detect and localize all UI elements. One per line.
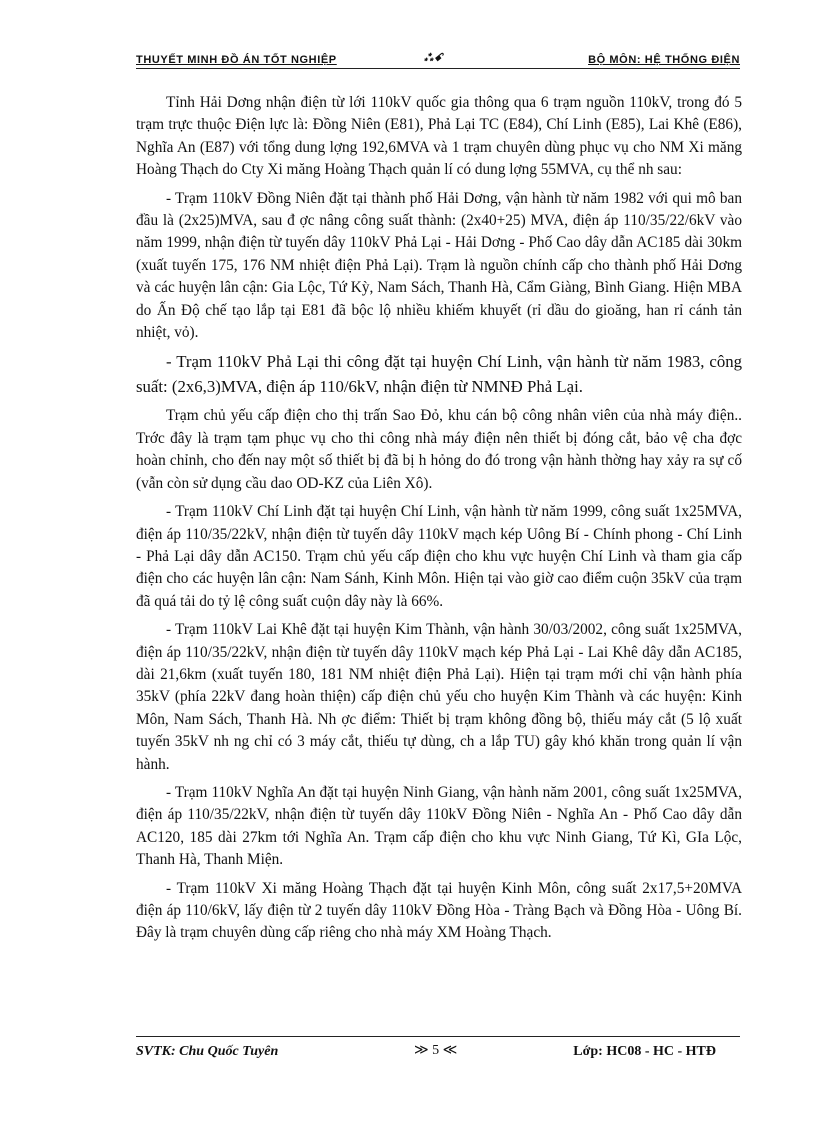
header-department: BỘ MÔN: HỆ THỐNG ĐIỆN: [588, 54, 740, 66]
paragraph-intro: Tỉnh Hải Dơng nhận điện từ lới 110kV quốc gia thông qua 6 trạm nguồn 110kV, trong đó 5 trạm trực thuộc Điện lực là: Đồng Niên (E81), Phả Lại TC (E84), Chí Linh (E85), Lai Khê (E86), Nghĩa An (E87) với tổng dung lợng 192,6MVA và 1 trạm chuyên dùng phục vụ cho NM Xi măng Hoàng Thạch do Cty Xi măng Hoàng Thạch quản lí có dung lợng 55MVA, cụ thể nh sau:: [136, 94, 742, 179]
footer-student: SVTK: Chu Quốc Tuyên: [136, 1044, 279, 1059]
footer-page-number: ≫ 5 ≪: [414, 1043, 458, 1058]
footer-rule: [136, 1036, 740, 1037]
paragraph-nghia-an: - Trạm 110kV Nghĩa An đặt tại huyện Ninh Giang, vận hành năm 2001, công suất 1x25MVA, điện áp 110/35/22kV, nhận điện từ tuyến dây 110kV Đồng Niên - Nghĩa An - Phố Cao dây dẫn AC120, 185 dài 27km tới Nghĩa An. Trạm cấp điện cho khu vực Ninh Giang, Tứ Kì, GIa Lộc, Thanh Hà, Thanh Miện.: [136, 783, 742, 869]
paragraph-xi-mang: - Trạm 110kV Xi măng Hoàng Thạch đặt tại huyện Kinh Môn, công suất 2x17,5+20MVA điện áp 110/6kV, lấy điện từ 2 tuyến dây 110kV Đồng Hòa - Tràng Bạch và Đồng Hòa - Uông Bí. Đây là trạm chuyên dùng cấp riêng cho nhà máy XM Hoàng Thạch.: [136, 879, 742, 942]
page-footer: [136, 1036, 740, 1066]
paragraph-chi-linh: - Trạm 110kV Chí Linh đặt tại huyện Chí Linh, vận hành từ năm 1999, công suất 1x25MVA, điện áp 110/35/22kV, nhận điện từ tuyến dây 110kV mạch kép Uông Bí - Chính phong - Chí Linh - Phả Lại dây dẫn AC150. Trạm chủ yếu cấp điện cho khu vực huyện Chí Linh và tham gia cấp điện cho các huyện lân cận: Nam Sánh, Kinh Môn. Hiện tại vào giờ cao điểm cuộn 35kV của trạm đã quá tải do tỷ lệ công suất cuộn dây này là 66%.: [136, 503, 742, 610]
paragraph-lai-khe: - Trạm 110kV Lai Khê đặt tại huyện Kim Thành, vận hành 30/03/2002, công suất 1x25MVA, điện áp 110/35/22kV, nhận điện từ tuyến dây 110kV mạch kép Phả Lại - Lai Khê dây dẫn AC185, dài 21,6km (xuất tuyến 180, 181 NM nhiệt điện Phả Lại). Hiện tại trạm mới chỉ vận hành phía 35kV (phía 22kV đang hoàn thiện) cấp điện chủ yếu cho huyện Kim Thành và các huyện: Kinh Môn, Nam Sách, Thanh Hà. Nh ợc điểm: Thiết bị trạm không đồng bộ, thiếu máy cắt (5 lộ xuất tuyến 35kV nh ng chỉ có 3 máy cắt, thiếu tự dùng, ch a lắp TU) gây khó khăn trong quản lí vận hành.: [136, 621, 742, 773]
paragraph-dong-nien: - Trạm 110kV Đồng Niên đặt tại thành phố Hải Dơng, vận hành từ năm 1982 với qui mô ban đầu là (2x25)MVA, sau đ ợc nâng công suất thành: (2x40+25) MVA, điện áp 110/35/22/6kV vào năm 1999, nhận điện từ tuyến dây 110kV Phả Lại - Hải Dơng - Phố Cao dây dẫn AC185 dài 30km (xuất tuyến 175, 176 NM nhiệt điện Phả Lại). Trạm là nguồn chính cấp cho thành phố Hải Dơng và các huyện lân cận: Gia Lộc, Tứ Kỳ, Nam Sách, Thanh Hà, Cẩm Giàng, Bình Giang. Hiện MBA do Ấn Độ chế tạo lắp tại E81 đã bộc lộ nhiều khiếm khuyết (rỉ dầu do gioăng, han rỉ cánh tản nhiệt, vỏ).: [136, 189, 742, 342]
page-header: [136, 46, 740, 68]
header-document-title: THUYẾT MINH ĐỒ ÁN TỐT NGHIỆP: [136, 54, 337, 66]
body-text: [136, 92, 742, 951]
paragraph-sao-do: Trạm chủ yếu cấp điện cho thị trấn Sao Đỏ, khu cán bộ công nhân viên của nhà máy điện.. Trớc đây là trạm tạm phục vụ cho thi công nhà máy điện nên thiết bị đóng cắt, bảo vệ cha đợc hoàn chỉnh, cho đến nay một số thiết bị đã bị h hỏng do đó trong vận hành thờng hay xảy ra sự cố (vẫn còn sử dụng cầu dao OD-KZ của Liên Xô).: [136, 407, 742, 492]
footer-class: Lớp: HC08 - HC - HTĐ: [573, 1044, 716, 1059]
paragraph-pha-lai: - Trạm 110kV Phả Lại thi công đặt tại huyện Chí Linh, vận hành từ năm 1983, công suất: (2x6,3)MVA, điện áp 110/6kV, nhận điện từ NMNĐ Phả Lại.: [136, 352, 742, 396]
header-ornament: ⁂ꗃ: [424, 52, 444, 64]
header-rule: [136, 68, 740, 69]
